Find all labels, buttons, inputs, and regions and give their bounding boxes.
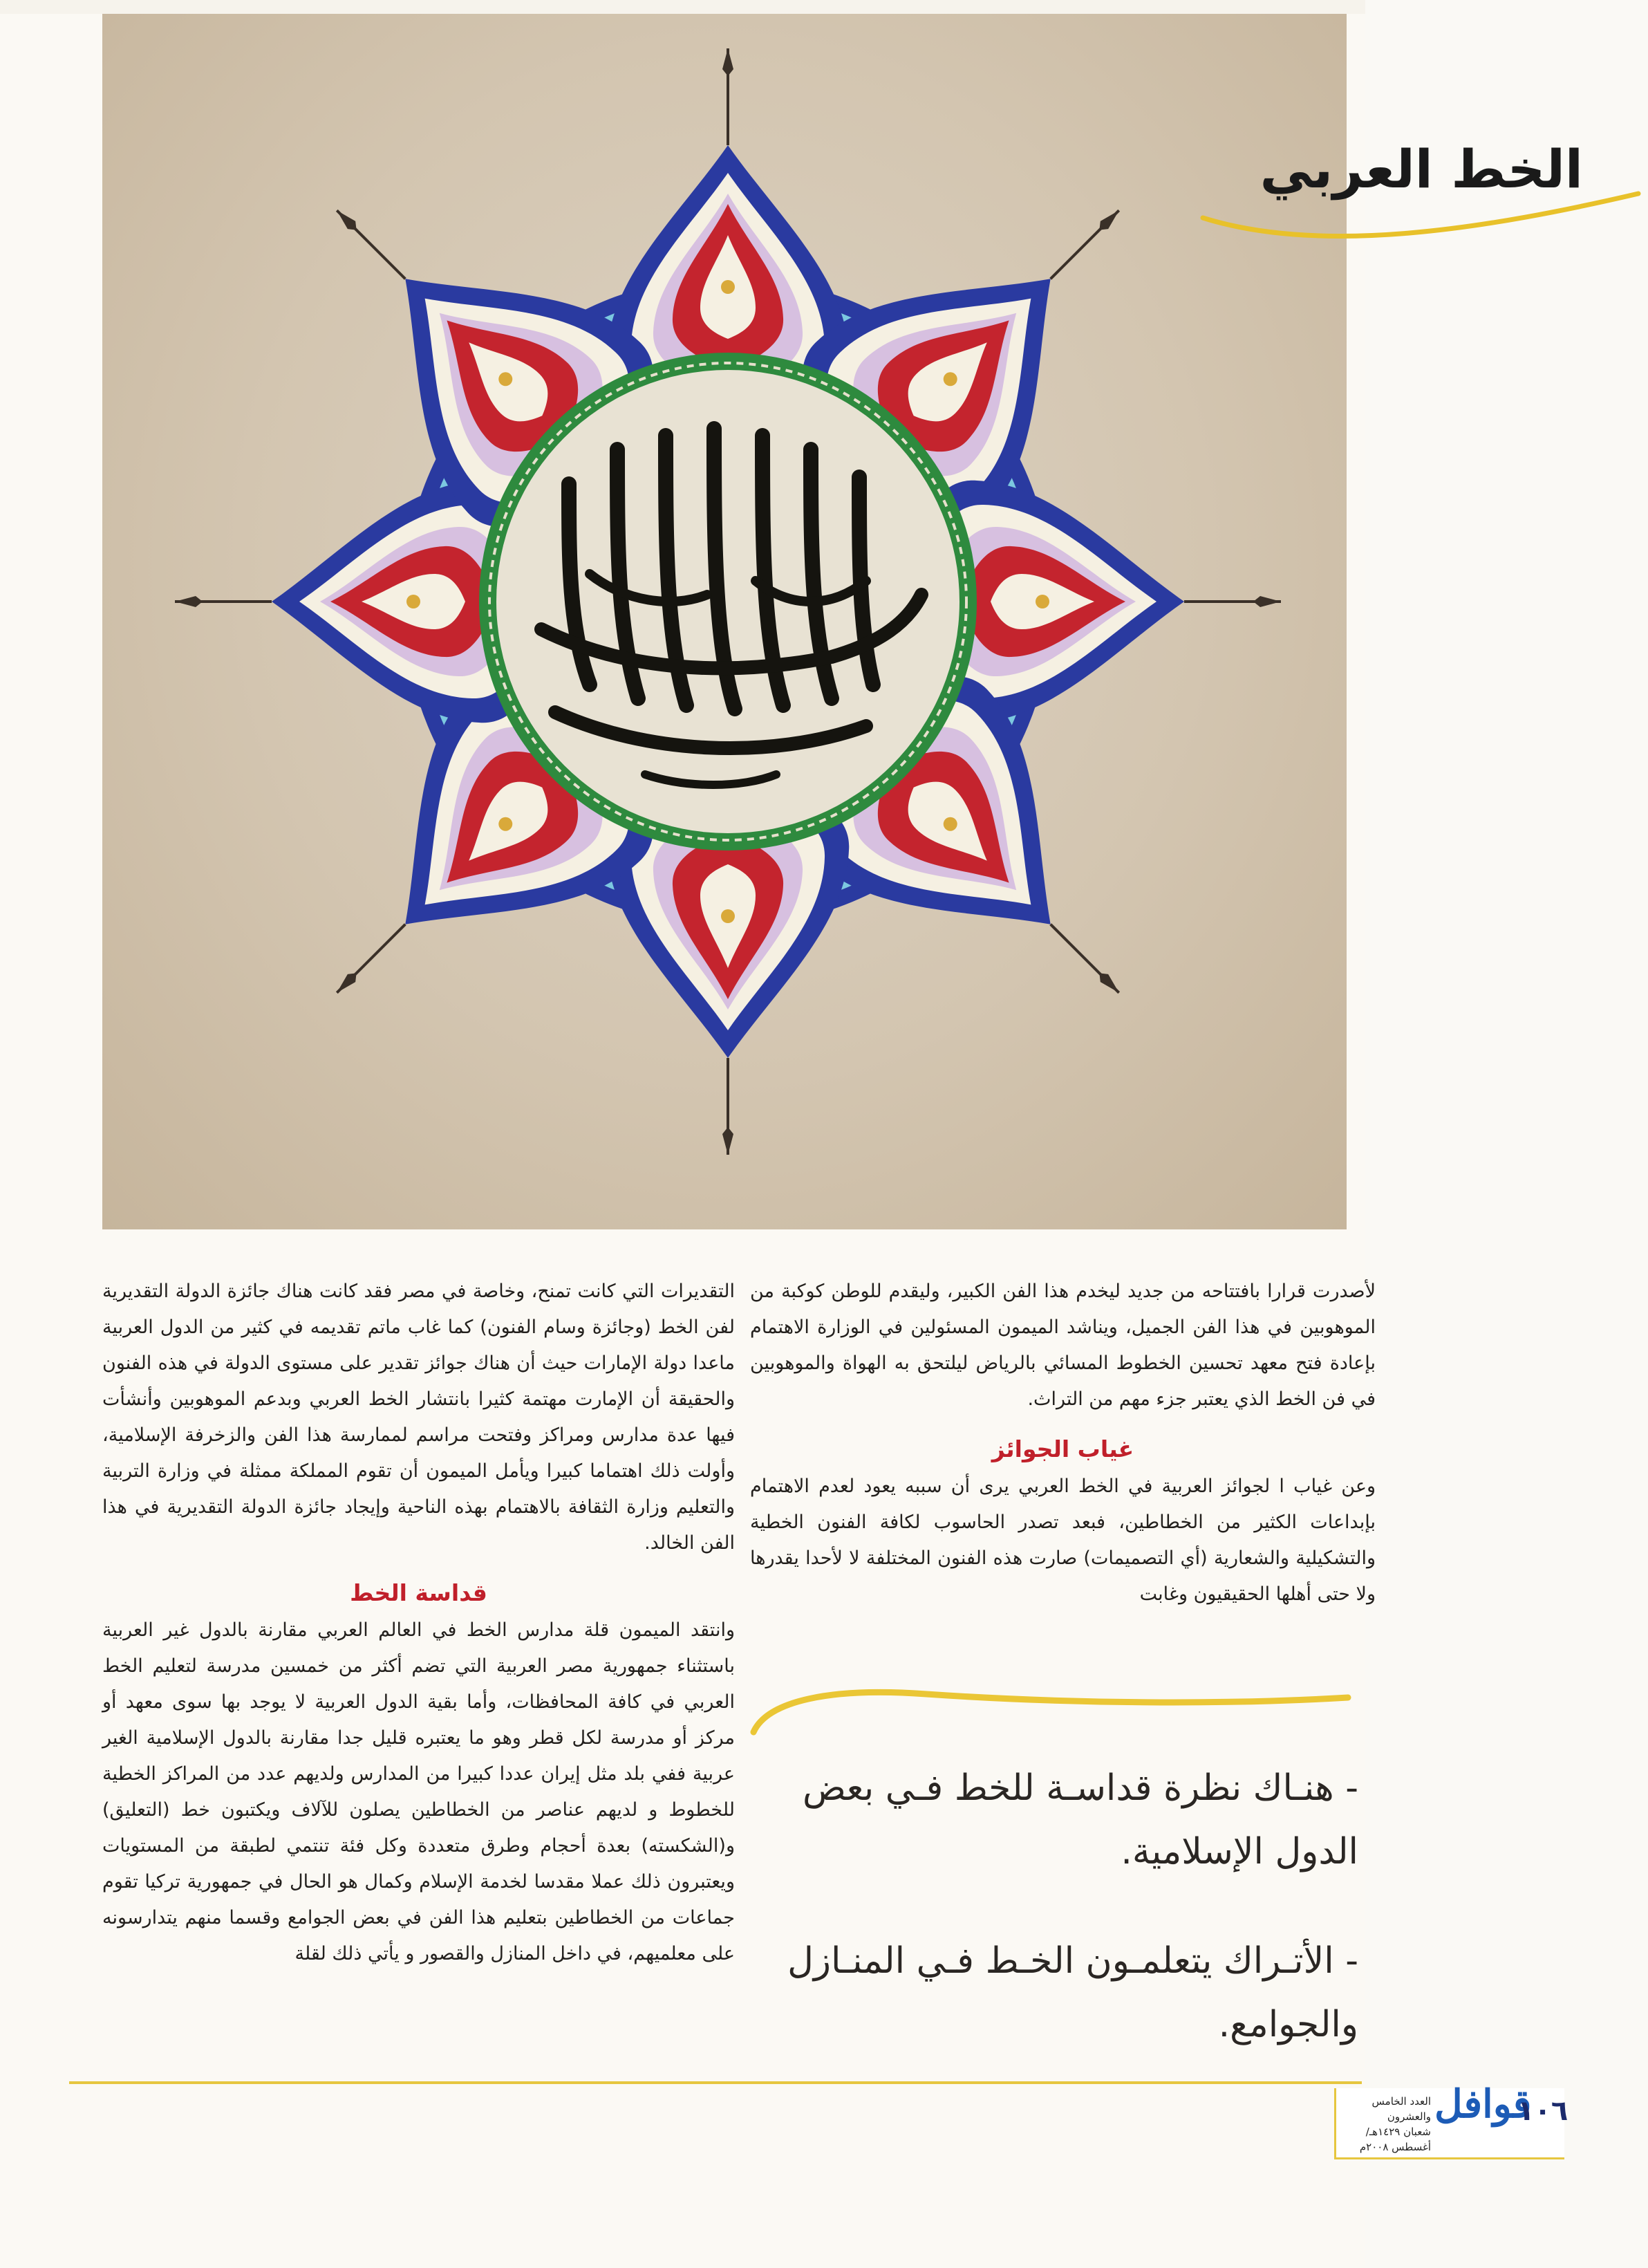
star-ornament [102, 14, 1347, 1229]
heading-swoosh [1199, 180, 1642, 242]
paragraph: لأصدرت قرارا بافتتاحه من جديد ليخدم هذا الفن الكبير، وليقدم للوطن كوكبة من الموهوبين في هذا الفن الجميل، ويناشد الميمون المسئولين في الوزارة الاهتمام بإعادة فتح معهد تحسين الخطوط المسائي بالرياض ليلتحق به الهواة والموهوبين في فن الخط الذي يعتبر جزء مهم من التراث. [750, 1281, 1376, 1410]
article-column-right [750, 1274, 1376, 1612]
issue-date: شعبان ١٤٢٩هـ/ أغسطس ٢٠٠٨م [1359, 2126, 1431, 2153]
footer-rule [69, 2081, 1362, 2084]
paragraph: وعن غياب ا لجوائز العربية في الخط العربي يرى أن سببه يعود لعدم الاهتمام بإبداعات الكثير من الخطاطين، فبعد تصدر الحاسوب لكافة الفنون الخطية والتشكيلية والشعارية (أي التصميمات) صارت هذه الفنون المختلفة لا لأحدا يقدرها ولا حتى أهلها الحقيقيون وغابت [750, 1476, 1376, 1605]
issue-info [1341, 2094, 1431, 2155]
calligraphy-artwork [102, 14, 1347, 1229]
paragraph: التقديرات التي كانت تمنح، وخاصة في مصر فقد كانت هناك جائزة الدولة التقديرية لفن الخط (وجائزة وسام الفنون) كما غاب ماتم تقديمه في كثير من الدول العربية ماعدا دولة الإمارات حيث أن هناك جوائز تقدير على مستوى الدولة في هذه الفنون والحقيقة أن الإمارت مهتمة كثيرا بانتشار الخط العربي وبدعم الموهوبين وأنشأت فيها عدة مدارس ومراكز وفتحت مراسم لممارسة هذا الفن والزخرفة الإسلامية، وأولت ذلك اهتماما كبيرا ويأمل الميمون أن تقوم المملكة ممثلة في وزارة التربية والتعليم وزارة الثقافة بالاهتمام بهذه الناحية وإيجاد جائزة الدولة التقديرية في هذا الفن الخالد. [102, 1281, 735, 1554]
section-heading [1199, 138, 1642, 242]
subheading-prizes: غياب الجوائز [991, 1435, 1134, 1462]
subheading-sanctity: قداسة الخط [350, 1579, 487, 1606]
quote-swoosh [747, 1673, 1355, 1749]
section-title: الخط العربي [1260, 138, 1583, 200]
pull-quote-2: - الأتـراك يتعلمـون الخـط فـي المنـازل والجوامع. [787, 1940, 1358, 2045]
pull-quote-1: - هنـاك نظرة قداسـة للخط فـي بعض الدول الإسلامية. [802, 1767, 1358, 1872]
paragraph: وانتقد الميمون قلة مدارس الخط في العالم العربي مقارنة بالدول غير العربية باستثناء جمهورية مصر العربية التي تضم أكثر من خمسين مدرسة لتعليم الخط العربي في كافة المحافظات، وأما بقية الدول العربية لا يوجد بها سوى معهد أو مركز أو مدرسة لكل قطر وهو ما يعتبره قليل جدا مقارنة بالدول الإسلامية الغير عربية ففي بلد مثل إيران عددا كبيرا من المدارس ولديهم عدد من المراكز الخطية للخطوط و لديهم عناصر من الخطاطين يصلون للآلاف ويكتبون خط (التعليق) و(الشكسته) بعدة أحجام وطرق متعددة وكل فئة تنتمي لطبقة من المستويات ويعتبرون ذلك عملا مقدسا لخدمة الإسلام وكمال هو الحال في جمهورية تركيا تقوم جماعات من الخطاطين بتعليم هذا الفن في بعض الجوامع وقسما منهم يتدارسونه على معلميهم، في داخل المنازل والقصور و يأتي ذلك لقلة [102, 1619, 735, 1964]
right-margin [1365, 0, 1648, 2268]
article-column-left [102, 1274, 735, 1972]
magazine-logo: قوافل [1434, 2081, 1532, 2127]
page-number: ١٠٦ [1517, 2095, 1569, 2127]
issue-number: العدد الخامس والعشرون [1371, 2095, 1431, 2123]
